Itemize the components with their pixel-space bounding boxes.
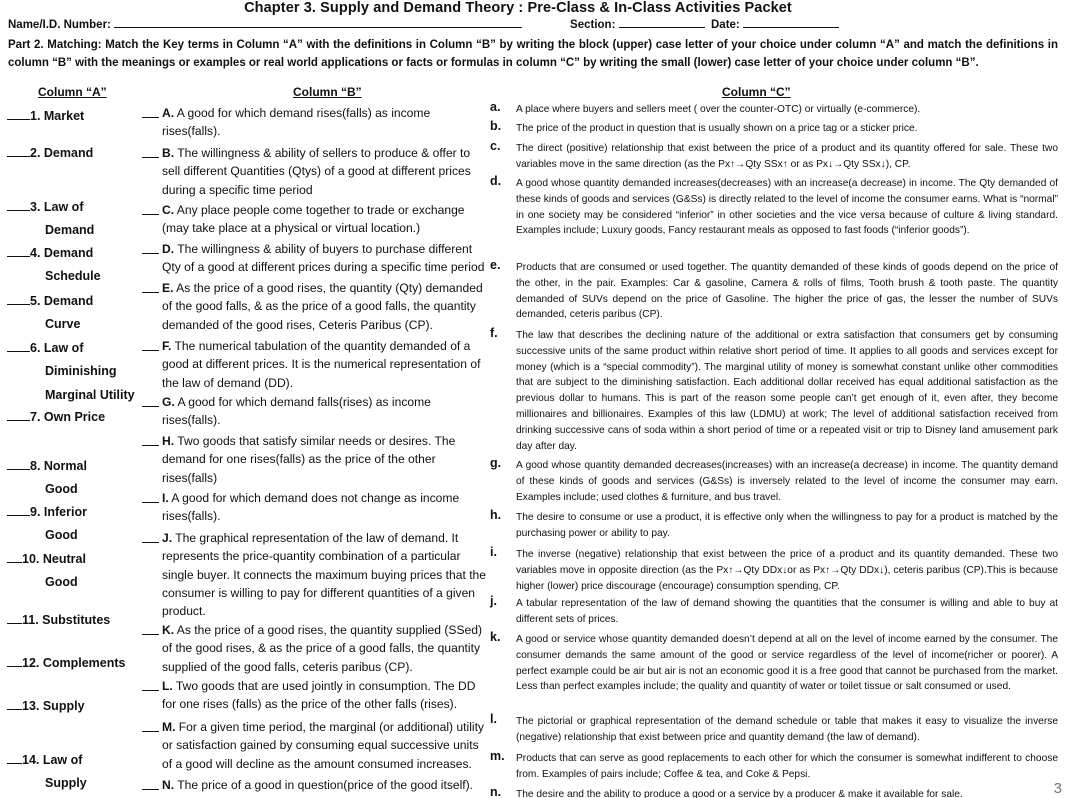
meaning-letter: h. [490,508,502,522]
meaning-i [490,547,1058,594]
term-9 [7,501,145,548]
meaning-letter: e. [490,258,501,272]
meaning-text: The law that describes the declining nature of the additional or extra satisfaction that consumers get by consuming successive units of the same product within relative short period of time. It applies to all goods and services except for money (which is a “special commodity”). The marginal utility of money is somewhat constant unlike other commodities that are subject to the diminishing satisfaction. Each additional dollar received has equal additional satisfaction as the previous dollar to humans. This is part of the reason some people can’t get enough of it, even after, they become millionaires and billionaires. Examples of this law (LDMU) at work; The level of additional satisfaction received from drinking successive cans of soda within a short period of time or a repeated visit or trip to Disney land amusement park day after day. [516,330,1058,452]
answer-blank[interactable] [142,529,159,543]
definition-text: I. A good for which demand does not change as income rises(falls). [162,491,460,524]
meaning-letter: b. [490,119,502,133]
meaning-text: The price of the product in question that is usually shown on a price tag or a sticker price. [516,123,918,134]
meaning-n [490,787,1058,798]
term-label: 13. Supply [22,699,85,713]
term-label: 11. Substitutes [22,613,111,627]
meaning-g [490,458,1058,505]
column-c-heading: Column “C” [722,85,791,99]
meaning-a [490,102,1058,118]
meaning-m [490,751,1058,783]
meaning-text: The desire and the ability to produce a good or a service by a producer & make it available for sale. [516,789,963,798]
term-8 [7,455,145,502]
answer-blank[interactable] [142,279,159,293]
answer-blank[interactable] [142,432,159,446]
meaning-b [490,121,1058,137]
meaning-text: The desire to consume or use a product, it is effective only when the willingness to pay for a product is matched by the purchasing power or ability to pay. [516,512,1058,539]
definition-text: F. The numerical tabulation of the quantity demanded of a good at different prices. It is the numerical representation of the law of demand (DD). [162,339,481,390]
answer-blank[interactable] [142,201,159,215]
date-input-line[interactable] [743,18,839,28]
meaning-f [490,328,1058,454]
meaning-text: A good whose quantity demanded decreases(increases) with an increase(a decrease) in income. The quantity demand of these kinds of goods and services (G&Ss) is inversely related to the level of income the consumer may earn. Examples include; used clothes & furniture, and bus travel. [516,460,1058,503]
term-2 [7,142,145,165]
answer-blank[interactable] [7,461,30,470]
definition-g [142,393,486,430]
term-label: 7. Own Price [30,410,106,424]
answer-blank[interactable] [142,677,159,691]
definition-text: B. The willingness & ability of sellers to produce & offer to sell different Quantities (Qtys) of a good at different prices during a specific time period [162,146,471,197]
term-label-cont: Curve [45,317,81,332]
term-14 [7,749,145,796]
definition-b [142,144,486,199]
meaning-letter: i. [490,545,497,559]
header-fields [8,18,839,32]
definition-c [142,201,486,238]
term-label-cont: Good [45,575,78,590]
definition-text: N. The price of a good in question(price of the good itself). [162,778,474,792]
meaning-letter: c. [490,139,501,153]
meaning-letter: n. [490,785,502,798]
answer-blank[interactable] [142,718,159,732]
answer-blank[interactable] [7,615,22,624]
term-label-cont: Marginal Utility [45,387,135,402]
definition-e [142,279,486,334]
date-label: Date: [711,19,740,31]
term-3 [7,196,145,243]
name-label: Name/I.D. Number: [8,19,111,31]
term-label: 9. Inferior [30,505,87,519]
answer-blank[interactable] [142,240,159,254]
meaning-c [490,141,1058,173]
answer-blank[interactable] [142,104,159,118]
meaning-letter: k. [490,630,501,644]
term-5 [7,290,145,337]
section-input-line[interactable] [619,18,705,28]
term-label: 6. Law of [30,341,84,355]
definition-h [142,432,486,487]
term-label-cont: Diminishing [45,364,117,379]
answer-blank[interactable] [142,489,159,503]
term-label: 12. Complements [22,656,126,670]
definition-text: K. As the price of a good rises, the quantity supplied (SSed) of the good rises, & as the price of a good falls, the quantity supplied of the good falls, ceteris paribus (CP). [162,623,482,674]
meaning-text: A good whose quantity demanded increases(decreases) with an increase(a decrease) in income. The Qty demanded of these kinds of goods and services (G&Ss) is directly related to the level of income the consumer earns. What is “normal” in one society may be considered “inferior” in other societies and the vice versa because of culture & living standard. Examples include; Luxury goods, Fancy restaurant meals as opposed to fast foods (“inferior goods”). [516,178,1058,237]
name-input-line[interactable] [114,18,522,28]
term-1 [7,105,145,128]
definition-f [142,337,486,392]
definition-k [142,621,486,676]
meaning-text: The pictorial or graphical representation of the demand schedule or table that makes it easy to visualize the inverse (negative) relationship that exist between price and quantity demand (the law of demand). [516,716,1058,743]
meaning-text: A place where buyers and sellers meet ( over the counter-OTC) or virtually (e-commerce). [516,104,921,115]
definition-j [142,529,486,620]
term-label: 5. Demand [30,294,94,308]
instructions: Part 2. Matching: Match the Key terms in Column “A” with the definitions in Column “B” by writing the block (upper) case letter of your choice under column “A” and match the definitions in column “B” with the meanings or examples or real world applications or facts or formulas in column “C” by writing the small (lower) case letter of your choice under column “B”. [8,39,1058,69]
answer-blank[interactable] [7,658,22,667]
term-label: 2. Demand [30,146,94,160]
definition-m [142,718,486,773]
meaning-text: Products that are consumed or used together. The quantity demanded of these kinds of goods depend on the price of the other, in the pair. Examples: Car & gasoline, Camera & rolls of films, Tooth brush & tooth paste. The quantity demanded of SUVs depend on the price of Gasoline. The higher the price of gas, the lesser the number of SUVs demanded, ceteris paribus (CP). [516,262,1058,321]
answer-blank[interactable] [7,755,22,764]
definition-n [142,776,486,794]
answer-blank[interactable] [7,507,30,516]
answer-blank[interactable] [7,701,22,710]
answer-blank[interactable] [142,621,159,635]
answer-blank[interactable] [7,202,30,211]
term-6 [7,337,145,407]
meaning-h [490,510,1058,542]
term-label: 4. Demand [30,246,94,260]
page-number: 3 [1053,780,1062,797]
definition-text: D. The willingness & ability of buyers to purchase different Qty of a good at different prices during a specific time period [162,242,485,275]
meaning-text: The inverse (negative) relationship that exist between the price of a product and its quantity demanded. These two variables move in opposite direction (as the Px↑→Qty DDx↓or as Px↑→Qty DDx↓), ceteris paribus (CP).This is because higher (lower) price discourage (encourage) consumption spending, CP. [516,549,1058,592]
term-label: 8. Normal [30,459,87,473]
meaning-text: A tabular representation of the law of demand showing the quantities that the consumer is willing and able to buy at different sets of prices. [516,598,1058,625]
section-label: Section: [570,19,616,31]
meaning-l [490,714,1058,746]
term-7 [7,406,145,429]
meaning-text: A good or service whose quantity demanded doesn’t depend at all on the level of income earned by the consumer. The consumer demands the same amount of the good or service regardless of the level of income(richer or poorer). A perfect example could be air but air is not an economic good it is a free good that cannot be purchased from the market. Less than perfect examples include; the quality and quantity of water or toilet tissue or salt consumed or used. [516,634,1058,693]
meaning-letter: m. [490,749,505,763]
definition-text: H. Two goods that satisfy similar needs or desires. The demand for one rises(falls) as the price of the other rises(falls) [162,434,456,485]
answer-blank[interactable] [142,393,159,407]
term-label: 3. Law of [30,200,84,214]
meaning-letter: j. [490,594,497,608]
answer-blank[interactable] [7,412,30,421]
meaning-text: Products that can serve as good replacements to each other for which the consumer is somewhat indifferent to choose from. Examples of pairs include; Coffee & tea, and Coke & Pepsi. [516,753,1058,780]
answer-blank[interactable] [142,337,159,351]
definition-text: L. Two goods that are used jointly in consumption. The DD for one rises (falls) as the price of the other falls (rises). [162,679,476,712]
term-label-cont: Supply [45,776,87,791]
term-label: 10. Neutral [22,552,86,566]
term-12 [7,652,145,675]
term-label: 1. Market [30,109,85,123]
definition-text: C. Any place people come together to trade or exchange (may take place at a physical or virtual location.) [162,203,465,236]
term-label-cont: Schedule [45,269,101,284]
term-label-cont: Demand [45,223,95,238]
definition-l [142,677,486,714]
definition-text: M. For a given time period, the marginal (or additional) utility or satisfaction gained by consuming equal successive units of a good will decline as the amount consumed increases. [162,720,484,771]
definition-d [142,240,486,277]
meaning-text: The direct (positive) relationship that exist between the price of a product and its quantity offered for sale. These two variables move in the same direction (as the Px↑→Qty SSx↑ or as Px↓→Qty SSx↓), CP. [516,143,1058,170]
answer-blank[interactable] [7,343,30,352]
definition-text: A. A good for which demand rises(falls) as income rises(falls). [162,106,431,139]
column-a-heading: Column “A” [38,85,107,99]
term-10 [7,548,145,595]
meaning-e [490,260,1058,323]
answer-blank[interactable] [7,296,30,305]
definition-text: E. As the price of a good rises, the quantity (Qty) demanded of the good falls, & as the price of a good falls, the quantity demanded of the good rises, Ceteris Paribus (CP). [162,281,483,332]
answer-blank[interactable] [142,144,159,158]
meaning-d [490,176,1058,239]
meaning-letter: a. [490,100,501,114]
term-label: 14. Law of [22,753,83,767]
definition-i [142,489,486,526]
definition-a [142,104,486,141]
column-b-heading: Column “B” [293,85,362,99]
answer-blank[interactable] [7,111,30,120]
term-13 [7,695,145,718]
definition-text: J. The graphical representation of the law of demand. It represents the price-quantity combination of a particular single buyer. It connects the maximum buying prices that the consumer is willing to pay for different quantities of a given product. [162,531,487,619]
meaning-letter: d. [490,174,502,188]
answer-blank[interactable] [142,776,159,790]
term-label-cont: Good [45,482,78,497]
term-label-cont: Good [45,528,78,543]
term-4 [7,242,145,289]
meaning-letter: f. [490,326,498,340]
answer-blank[interactable] [7,248,30,257]
meaning-k [490,632,1058,695]
meaning-letter: l. [490,712,497,726]
page-title: Chapter 3. Supply and Demand Theory : Pre-Class & In-Class Activities Packet [244,0,792,16]
definition-text: G. A good for which demand falls(rises) as income rises(falls). [162,395,431,428]
answer-blank[interactable] [7,148,30,157]
answer-blank[interactable] [7,554,22,563]
meaning-letter: g. [490,456,502,470]
meaning-j [490,596,1058,628]
term-11 [7,609,145,632]
